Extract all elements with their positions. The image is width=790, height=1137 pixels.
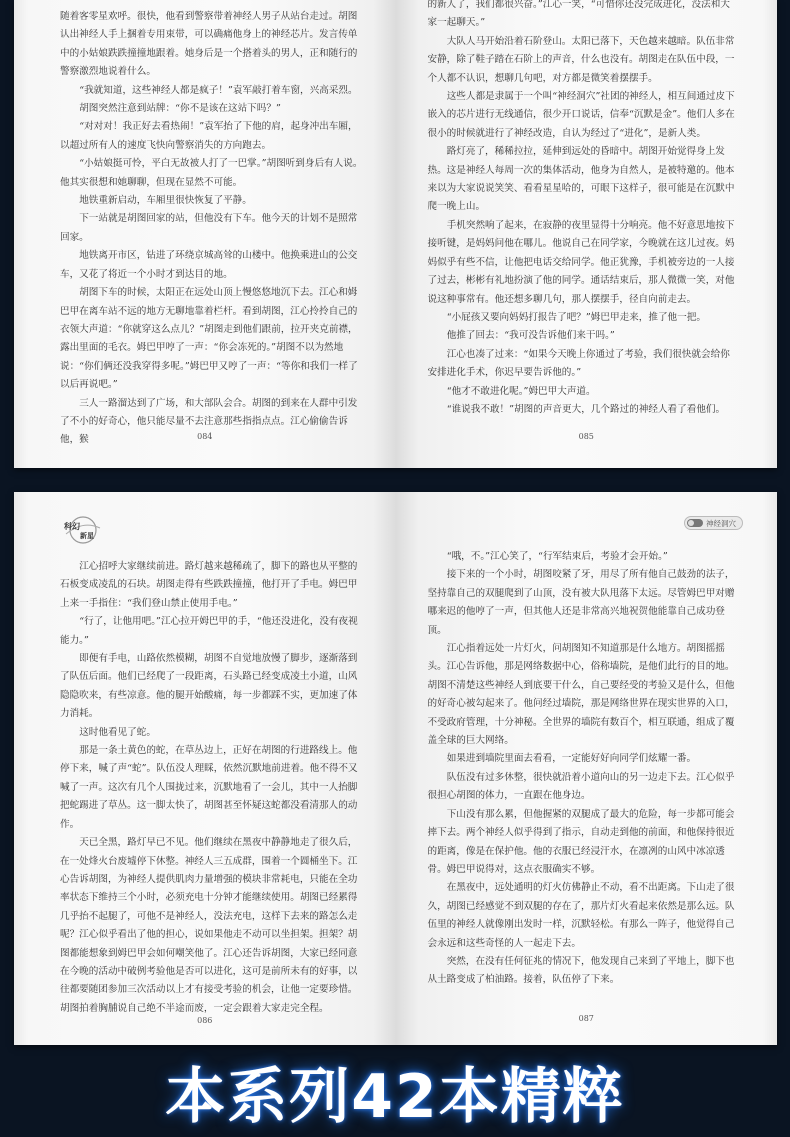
- paragraph: 江心也凑了过来：“如果今天晚上你通过了考验，我们很快就会给你安排进化手术，你迟早要告诉他的。”: [427, 348, 730, 379]
- paragraph: 的新人了，我们都很兴奋。”江心一笑，“可惜你还没完成进化，没法和大家一起聊天。”: [427, 0, 730, 29]
- paragraph: “他才不敢进化呢。”姆巴甲大声道。: [446, 385, 596, 397]
- paragraph: “谁说我不敢！”胡图的声音更大，几个路过的神经人看了看他们。: [446, 403, 726, 415]
- page-number: 087: [578, 1014, 594, 1023]
- page-085: [396, 0, 778, 468]
- paragraph: 胡图突然注意到站牌：“你不是该在这站下吗？”: [79, 103, 281, 115]
- paragraph: 胡图下车的时候，太阳正在远处山顶上慢悠悠地沉下去。江心和姆巴甲在离车站不远的地方无聊地靠着栏杆。看到胡图，江心拎拎自己的衣领大声道：“你就穿这么点儿？”胡图走到他们跟前，拉开夹克前襟，露出里面的毛衣。姆巴甲哼了一声：“你会冻死的。”胡图不以为然地说：“你们俩还没我穿得多呢。”姆巴甲又哼了一声：“等你和我们一样了以后再说吧。”: [60, 287, 358, 391]
- paragraph: 路灯亮了，稀稀拉拉，延伸到远处的昏暗中。胡图开始觉得身上发热。这是神经人每周一次的集体活动，他身为自然人，是被特邀的。他本来以为大家说说笑笑、看看星星哈的，可眼下这样子，很可能是在沉默中爬一晚上山。: [427, 146, 735, 213]
- page-086: [14, 492, 396, 1045]
- paragraph: “小屁孩又要向妈妈打报告了吧？”姆巴甲走来，推了他一把。: [446, 311, 706, 323]
- paragraph: 下山没有那么累，但他握紧的双腿成了最大的危险，每一步都可能会摔下去。两个神经人似乎得到了指示，自动走到他的前面，和他保持很近的距离，像是在保护他。他的衣服已经浸汗水，在凛冽的山风中冰凉透骨。姆巴甲说得对，这点衣服确实不够。: [427, 808, 735, 875]
- paragraph: “哦，不。”江心笑了，“行军结束后，考验才会开始。”: [446, 551, 668, 562]
- page-body: [428, 548, 738, 990]
- paragraph: “对对对！我正好去看热闹！”袁军抬了下他的肩，起身冲出车厢，以超过所有人的速度飞快向警察消失的方向跑去。: [60, 121, 358, 151]
- paragraph: 这时他看见了蛇。: [79, 726, 156, 738]
- page-084: [14, 0, 396, 468]
- paragraph: 这些人都是隶属于一个叫“神经洞穴”社团的神经人，相互间通过皮下嵌入的芯片进行无线通信，很少开口说话，信奉“沉默是金”。他们人多在很小的时候就进行了神经改造，自认为经过了“进化”，是新人类。: [427, 91, 735, 139]
- svg-text:科幻: 科幻: [64, 522, 80, 531]
- paragraph: 那是一条土黄色的蛇，在草丛边上，正好在胡图的行进路线上。他停下来，喊了声“蛇”。队伍没人理睬，依然沉默地前进着。他不得不又喊了一声。这次有几个人围拢过来，沉默地看了一会儿，其中一人抬脚把蛇踢进了草丛。这一脚太快了，胡图甚至怀疑这蛇都没看清那人的动作。: [60, 745, 358, 830]
- page-087: [396, 492, 778, 1045]
- chapter-tag-label: 神经洞穴: [706, 518, 736, 528]
- paragraph: 地铁离开市区，钻进了环绕京城高耸的山楼中。他换乘进山的公交车，又花了将近一个小时才到达目的地。: [60, 250, 358, 280]
- series-logo-icon: [60, 514, 106, 546]
- paragraph: 三人一路溜达到了广场，和大部队会合。胡图的到来在人群中引发了不小的好奇心，他只能尽量不去注意那些指指点点。江心偷偷告诉他，猴: [60, 397, 358, 446]
- paragraph: 大队人马开始沿着石阶登山。太阳已落下，天色越来越暗。队伍非常安静，除了鞋子踏在石阶上的声音，什么也没有。胡图走在队伍中段，一个人都不认识，想聊几句吧，对方都是微笑着摆摆手。: [427, 35, 735, 84]
- paragraph: 他推了回去：“我可没告诉他们来干吗。”: [446, 330, 615, 342]
- toggle-icon: [687, 519, 703, 527]
- book-spread-bottom: [14, 492, 777, 1045]
- paragraph: 江心指着远处一片灯火，问胡图知不知道那是什么地方。胡图摇摇头。江心告诉他，那是网络数据中心，俗称墙院，是他们此行的目的地。胡图不清楚这些神经人到底要干什么，自己要经受的考验又是什么，但他的好奇心被勾起来了。他问经过墙院，那是网络世界在现实世界的入口，不受政府管理，十分神秘。全世界的墙院有数百个，相互联通，组成了覆盖全球的巨大网络。: [427, 643, 735, 747]
- paragraph: 如果进到墙院里面去看看，一定能好好向同学们炫耀一番。: [446, 753, 697, 765]
- paragraph: 接下来的一个小时，胡图咬紧了牙，用尽了所有他自己鼓劲的法子，坚持靠自己的双腿爬到了山顶，没有被大队甩落下太远。尽管姆巴甲对赠哪来迟的他哼了一声，但其他人还是非常高兴地祝贺他能靠自己成功登顶。: [427, 569, 735, 636]
- page-body: [60, 558, 366, 1018]
- book-spread-top: [14, 0, 777, 468]
- page-number: 085: [578, 432, 594, 441]
- paragraph: “行了，让他用吧。”江心拉开姆巴甲的手，“他还没进化，没有夜视能力。”: [60, 616, 358, 646]
- chapter-tag: [684, 516, 743, 530]
- paragraph: “我就知道，这些神经人都是疯子！”袁军敲打着车窗，兴高采烈。: [79, 84, 358, 96]
- paragraph: 地铁重新启动，车厢里很快恢复了平静。: [79, 195, 252, 207]
- page-body: [428, 0, 738, 419]
- paragraph: 手机突然响了起来，在寂静的夜里显得十分响亮。他不好意思地按下接听键，是妈妈问他在哪儿。他说自己在同学家，今晚就在这儿过夜。妈妈似乎有些不信，让他把电话交给同学。他正犹豫，手机被旁边的一人接了过去，彬彬有礼地扮演了他的同学。通话结束后，那人微微一笑，对他说这种事常有。他还想多聊几句，那人摆摆手，径自向前走去。: [427, 219, 735, 305]
- svg-text:新星: 新星: [80, 532, 94, 540]
- paragraph: 队伍没有过多休整，很快就沿着小道向山的另一边走下去。江心似乎很担心胡图的体力，一直跟在他身边。: [427, 771, 735, 802]
- paragraph: 天已全黑，路灯早已不见。他们继续在黑夜中静静地走了很久后，在一处烽火台废墟停下休整。神经人三五成群，围着一个圆桶坐下。江心告诉胡图，为神经人提供肌肉力量增强的模块非常耗电，只能在全功率状态下维持三个小时，必须充电十分钟才能继续使用。胡图已经累得几乎抬不起腿了，可他不是神经人，没法充电，这样下去来的路怎么走呢？江心似乎看出了他的担心，说如果他走不动可以坐担架。担架？胡图都能想象到姆巴甲会如何嘲笑他了。江心还告诉胡图，大家已经同意在今晚的活动中破例考验他是否可以进化，这可是前所未有的好事，以往都要随团参加三次活动以上才有接受考验的机会，让他一定要珍惜。胡图拍着胸脯说自己绝不半途而废，一定会跟着大家走完全程。: [60, 837, 358, 1014]
- page-number: 084: [197, 432, 213, 441]
- paragraph: 在黑夜中，远处通明的灯火仿佛静止不动，看不出距离。下山走了很久，胡图已经感觉不到双腿的存在了，那片灯火看起来依然是那么远。队伍里的神经人就像刚出发时一样，沉默轻松。有那么一阵子，他觉得自己会永远和这些奇怪的人一起走下去。: [427, 882, 735, 949]
- paragraph: “小姑娘挺可怜，平白无故被人打了一巴掌。”胡图听到身后有人说。他其实很想和她聊聊，但现在显然不可能。: [60, 158, 363, 188]
- page-number: 086: [197, 1016, 213, 1025]
- page-body: [60, 8, 366, 450]
- series-logo-graphic: [60, 514, 106, 546]
- paragraph: 江心招呼大家继续前进。路灯越来越稀疏了，脚下的路也从平整的石板变成凌乱的石块。胡图走得有些跌跌撞撞，他打开了手电。姆巴甲上来一手指住：“我们登山禁止使用手电。”: [60, 561, 358, 609]
- paragraph: 即便有手电，山路依然模糊，胡图不自觉地放慢了脚步，逐渐落到了队伍后面。他们已经爬了一段距离，石头路已经变成凌土小道，山风隐隐吹来，有些凉意。他的腿开始酸痛，每一步都踩不实，更加速了体力消耗。: [60, 653, 358, 720]
- promo-banner: 本系列42本精粹: [165, 1062, 625, 1132]
- paragraph: 下一站就是胡图回家的站，但他没有下车。他今天的计划不是照常回家。: [60, 213, 358, 243]
- paragraph: 突然，在没有任何征兆的情况下，他发现自己来到了平地上，脚下也从土路变成了柏油路。接着，队伍停了下来。: [427, 955, 735, 986]
- paragraph: 随着客零星欢呼。很快，他看到警察带着神经人男子从站台走过。胡图认出神经人手上捆着专用束带，可以确痛他身上的神经芯片。发言传单中的小姑娘跌跌撞撞地跟着。她身后是一个搭着头的男人，正和随行的警察激烈地说着什么。: [60, 11, 358, 78]
